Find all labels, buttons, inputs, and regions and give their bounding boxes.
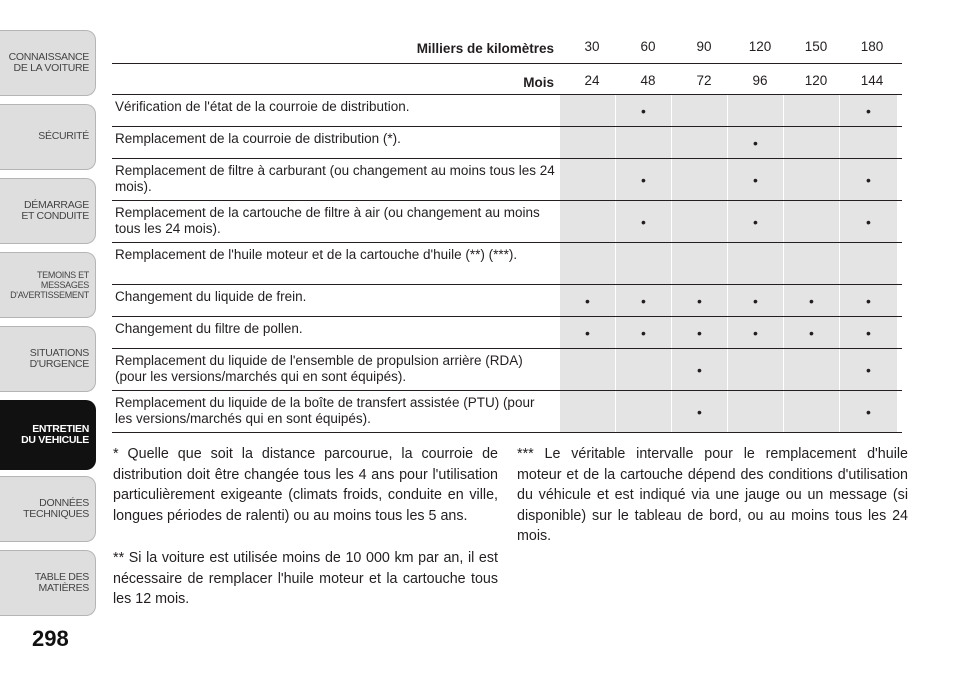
month-value: 48 xyxy=(640,73,656,88)
tab-label: CONNAISSANCE DE LA VOITURE xyxy=(8,50,89,74)
interval-mark-cell xyxy=(560,317,615,348)
interval-empty-cell xyxy=(728,95,783,126)
bullet-mark: • xyxy=(641,171,646,188)
interval-empty-cell xyxy=(672,201,727,242)
interval-mark-cell xyxy=(672,391,727,432)
interval-empty-cell xyxy=(784,201,839,242)
tab-label: SITUATIONS D'URGENCE xyxy=(29,346,89,370)
km-value: 90 xyxy=(696,39,712,54)
bullet-mark: • xyxy=(753,324,758,341)
km-value: 180 xyxy=(860,39,884,54)
km-value: 150 xyxy=(804,39,828,54)
interval-empty-cell xyxy=(784,95,839,126)
tab-connaissance-de-la-voiture[interactable] xyxy=(0,30,96,96)
interval-empty-cell xyxy=(672,95,727,126)
maintenance-schedule-table xyxy=(112,32,902,433)
interval-cells xyxy=(560,127,897,158)
footnote-3: *** Le véritable intervalle pour le remplacement d'huile moteur et de la cartouche dépend des conditions d'utilisation du véhicule et est indiqué via une jauge ou un message (si disponible) sur le tableau de bord, ou au moins tous les 24 mois. xyxy=(517,446,908,544)
table-row xyxy=(112,127,902,159)
tab-demarrage-et-conduite[interactable] xyxy=(0,178,96,244)
bullet-mark: • xyxy=(753,134,758,151)
bullet-mark: • xyxy=(697,361,702,378)
interval-empty-cell xyxy=(840,243,897,284)
interval-mark-cell xyxy=(728,127,783,158)
interval-empty-cell xyxy=(672,243,727,284)
interval-mark-cell xyxy=(840,159,897,200)
bullet-mark: • xyxy=(641,213,646,230)
interval-mark-cell xyxy=(784,317,839,348)
interval-cells xyxy=(560,349,897,390)
month-value: 72 xyxy=(696,73,712,88)
interval-empty-cell xyxy=(784,159,839,200)
footnote-2: ** Si la voiture est utilisée moins de 10 000 km par an, il est nécessaire de remplacer l'huile moteur et la cartouche tous les 12 mois. xyxy=(113,550,498,607)
interval-empty-cell xyxy=(560,391,615,432)
tab-entretien-du-vehicule[interactable] xyxy=(0,400,96,470)
bullet-mark: • xyxy=(866,403,871,420)
interval-empty-cell xyxy=(728,243,783,284)
maintenance-operation-label: Remplacement de la cartouche de filtre à air (ou changement au moins tous les 24 mois). xyxy=(115,205,540,236)
maintenance-operation-label: Remplacement du liquide de l'ensemble de propulsion arrière (RDA) (pour les versions/marchés qui en sont équipés). xyxy=(115,353,523,384)
bullet-mark: • xyxy=(641,324,646,341)
interval-empty-cell xyxy=(616,349,671,390)
footnote-1: * Quelle que soit la distance parcourue, la courroie de distribution doit être changée tous les 4 ans pour l'utilisation particulièrement exigeante (climats froids, conduite en ville, longues périodes de ralenti) ou au moins tous les 5 ans. xyxy=(113,446,498,524)
km-value: 120 xyxy=(748,39,772,54)
bullet-mark: • xyxy=(866,213,871,230)
interval-empty-cell xyxy=(784,349,839,390)
table-row xyxy=(112,317,902,349)
months-header-label: Mois xyxy=(523,75,554,90)
interval-empty-cell xyxy=(616,127,671,158)
tab-label: SÉCURITÉ xyxy=(38,130,89,143)
interval-mark-cell xyxy=(616,95,671,126)
interval-cells xyxy=(560,391,897,432)
table-row xyxy=(112,159,902,201)
interval-mark-cell xyxy=(728,285,783,316)
interval-empty-cell xyxy=(728,349,783,390)
interval-cells xyxy=(560,159,897,200)
months-header-row xyxy=(112,63,902,95)
interval-empty-cell xyxy=(560,127,615,158)
tab-situations-d-urgence[interactable] xyxy=(0,326,96,392)
table-row xyxy=(112,243,902,285)
bullet-mark: • xyxy=(753,292,758,309)
maintenance-operation-label: Changement du liquide de frein. xyxy=(115,289,307,304)
interval-empty-cell xyxy=(784,127,839,158)
bullet-mark: • xyxy=(697,292,702,309)
interval-mark-cell xyxy=(616,159,671,200)
interval-empty-cell xyxy=(784,391,839,432)
interval-empty-cell xyxy=(672,127,727,158)
bullet-mark: • xyxy=(697,324,702,341)
tab-label: ENTRETIEN DU VEHICULE xyxy=(21,422,89,446)
interval-mark-cell xyxy=(672,349,727,390)
tab-label: DONNÉES TECHNIQUES xyxy=(23,496,89,520)
bullet-mark: • xyxy=(697,403,702,420)
tab-temoins-et-messages[interactable] xyxy=(0,252,96,318)
interval-empty-cell xyxy=(616,243,671,284)
maintenance-operation-label: Remplacement du liquide de la boîte de transfert assistée (PTU) (pour les versions/marchés qui en sont équipés). xyxy=(115,395,535,426)
tab-label: TEMOINS ET MESSAGES D'AVERTISSEMENT xyxy=(10,270,89,300)
table-row xyxy=(112,95,902,127)
bullet-mark: • xyxy=(866,171,871,188)
interval-cells xyxy=(560,201,897,242)
bullet-mark: • xyxy=(641,292,646,309)
interval-mark-cell xyxy=(616,201,671,242)
interval-mark-cell xyxy=(728,201,783,242)
bullet-mark: • xyxy=(585,292,590,309)
table-body xyxy=(112,95,902,433)
interval-empty-cell xyxy=(672,159,727,200)
interval-empty-cell xyxy=(560,349,615,390)
interval-mark-cell xyxy=(840,349,897,390)
km-value: 60 xyxy=(640,39,656,54)
km-header-label: Milliers de kilomètres xyxy=(416,41,554,56)
interval-mark-cell xyxy=(672,285,727,316)
maintenance-operation-label: Remplacement de filtre à carburant (ou changement au moins tous les 24 mois). xyxy=(115,163,555,194)
page-number: 298 xyxy=(32,626,69,651)
tab-donnees-techniques[interactable] xyxy=(0,476,96,542)
bullet-mark: • xyxy=(585,324,590,341)
interval-mark-cell xyxy=(840,201,897,242)
interval-mark-cell xyxy=(728,317,783,348)
interval-mark-cell xyxy=(840,391,897,432)
interval-mark-cell xyxy=(616,317,671,348)
maintenance-operation-label: Changement du filtre de pollen. xyxy=(115,321,303,336)
month-value: 96 xyxy=(752,73,768,88)
month-value: 144 xyxy=(860,73,884,88)
tab-table-des-matieres[interactable] xyxy=(0,550,96,616)
bullet-mark: • xyxy=(866,102,871,119)
interval-cells xyxy=(560,95,897,126)
interval-empty-cell xyxy=(616,391,671,432)
bullet-mark: • xyxy=(641,102,646,119)
table-row xyxy=(112,349,902,391)
interval-empty-cell xyxy=(560,243,615,284)
table-row xyxy=(112,391,902,433)
interval-mark-cell xyxy=(672,317,727,348)
interval-mark-cell xyxy=(784,285,839,316)
month-value: 120 xyxy=(804,73,828,88)
interval-mark-cell xyxy=(840,317,897,348)
interval-mark-cell xyxy=(840,95,897,126)
interval-empty-cell xyxy=(560,201,615,242)
km-value: 30 xyxy=(584,39,600,54)
interval-mark-cell xyxy=(840,285,897,316)
bullet-mark: • xyxy=(809,324,814,341)
tab-label: DÉMARRAGE ET CONDUITE xyxy=(21,198,89,222)
maintenance-operation-label: Remplacement de l'huile moteur et de la cartouche d'huile (**) (***). xyxy=(115,247,518,262)
bullet-mark: • xyxy=(866,361,871,378)
interval-empty-cell xyxy=(560,95,615,126)
maintenance-operation-label: Remplacement de la courroie de distribution (*). xyxy=(115,131,401,146)
interval-cells xyxy=(560,243,897,284)
interval-mark-cell xyxy=(728,159,783,200)
interval-mark-cell xyxy=(560,285,615,316)
chapter-tab-rail xyxy=(0,0,104,678)
tab-label: TABLE DES MATIÈRES xyxy=(34,570,89,594)
interval-empty-cell xyxy=(840,127,897,158)
maintenance-operation-label: Vérification de l'état de la courroie de distribution. xyxy=(115,99,410,114)
interval-cells xyxy=(560,285,897,316)
bullet-mark: • xyxy=(753,171,758,188)
interval-empty-cell xyxy=(784,243,839,284)
km-header-row xyxy=(112,32,902,63)
interval-empty-cell xyxy=(728,391,783,432)
table-row xyxy=(112,201,902,243)
bullet-mark: • xyxy=(866,324,871,341)
interval-empty-cell xyxy=(560,159,615,200)
interval-mark-cell xyxy=(616,285,671,316)
bullet-mark: • xyxy=(753,213,758,230)
tab-securite[interactable] xyxy=(0,104,96,170)
month-value: 24 xyxy=(584,73,600,88)
bullet-mark: • xyxy=(866,292,871,309)
table-row xyxy=(112,285,902,317)
bullet-mark: • xyxy=(809,292,814,309)
interval-cells xyxy=(560,317,897,348)
